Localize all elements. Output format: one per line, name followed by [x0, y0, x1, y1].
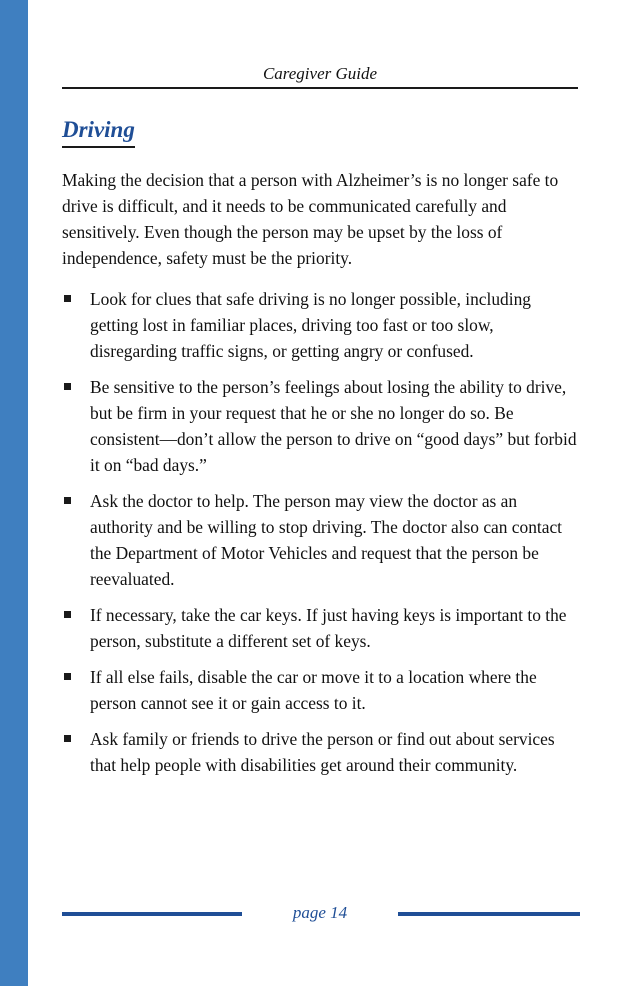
bullet-text: If all else fails, disable the car or move it to a location where the person cannot see it or gain access to it. [90, 667, 537, 713]
bullet-text: If necessary, take the car keys. If just having keys is important to the person, substitute a different set of keys. [90, 605, 567, 651]
page-number: page 14 [292, 903, 348, 922]
side-band [0, 0, 28, 986]
bullet-item [62, 602, 582, 654]
bullet-list [62, 286, 582, 778]
bullet-item [62, 286, 582, 364]
header-title: Caregiver Guide [262, 64, 378, 83]
section-title: Driving [62, 115, 135, 148]
bullet-item [62, 374, 582, 478]
square-bullet-icon [64, 295, 71, 302]
bullet-text: Ask the doctor to help. The person may view the doctor as an authority and be willing to stop driving. The doctor also can contact the Department of Motor Vehicles and request that the person be reevaluated. [90, 491, 563, 589]
square-bullet-icon [64, 735, 71, 742]
square-bullet-icon [64, 611, 71, 618]
intro-paragraph: Making the decision that a person with Alzheimer’s is no longer safe to drive is difficult, and it needs to be communicated carefully and sensitively. Even though the person may be upset by the loss of independence, safety must be the priority. [62, 170, 559, 268]
bullet-item [62, 664, 582, 716]
bullet-text: Ask family or friends to drive the person or find out about services that help people with disabilities get around their community. [90, 729, 555, 775]
bullet-item [62, 488, 582, 592]
square-bullet-icon [64, 383, 71, 390]
footer-rule-right [398, 912, 580, 916]
bullet-text: Be sensitive to the person’s feelings about losing the ability to drive, but be firm in your request that he or she no longer do so. Be consistent—don’t allow the person to drive on “good days” but forbid it on “bad days.” [90, 377, 577, 475]
bullet-item [62, 726, 582, 778]
square-bullet-icon [64, 497, 71, 504]
footer-rule-left [62, 912, 242, 916]
square-bullet-icon [64, 673, 71, 680]
bullet-text: Look for clues that safe driving is no longer possible, including getting lost in familiar places, driving too fast or too slow, disregarding traffic signs, or getting angry or confused. [90, 289, 531, 361]
page-header [62, 64, 578, 89]
